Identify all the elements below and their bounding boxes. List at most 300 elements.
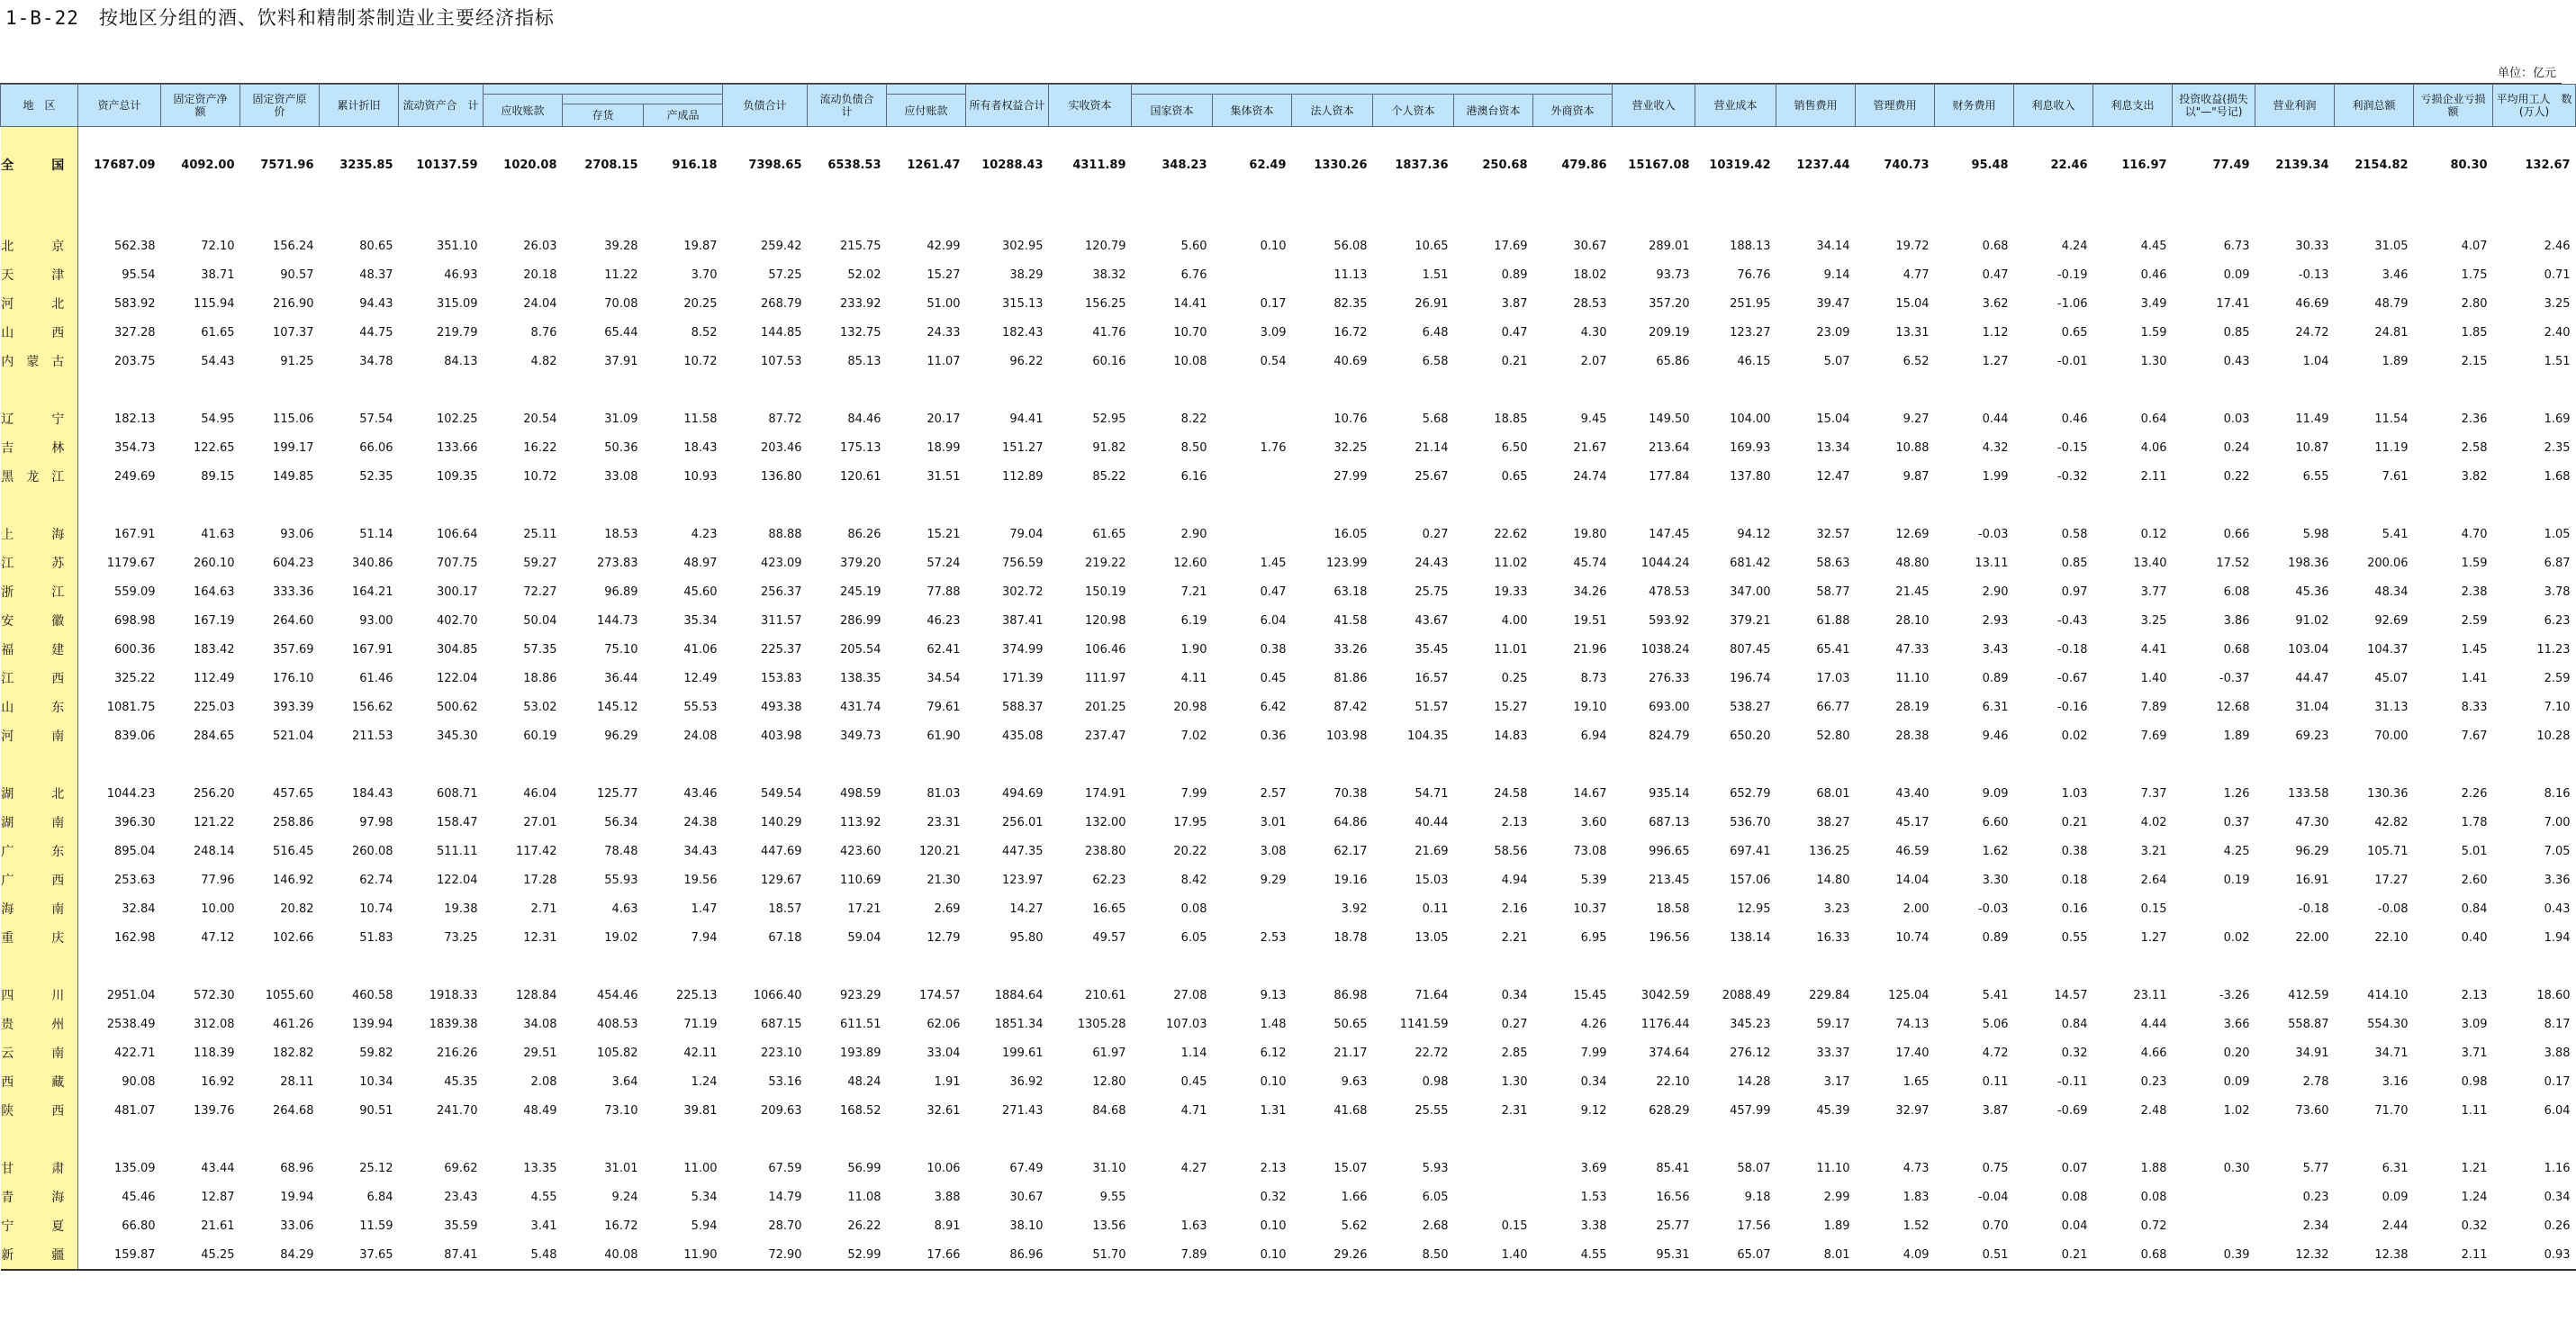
value-cell: -3.26 bbox=[2219, 988, 2250, 1002]
value-cell: 123.27 bbox=[1730, 325, 1771, 340]
value-cell: 4.82 bbox=[530, 354, 557, 368]
value-cell: 572.30 bbox=[194, 988, 235, 1002]
value-cell: 423.09 bbox=[761, 556, 802, 570]
value-cell: 23.31 bbox=[926, 815, 961, 829]
value-cell: 2.16 bbox=[1501, 902, 1528, 916]
value-cell: 38.27 bbox=[1816, 815, 1850, 829]
value-cell: 354.73 bbox=[114, 440, 156, 455]
value-cell: 12.38 bbox=[2335, 1240, 2414, 1270]
value-cell: 28.70 bbox=[768, 1219, 802, 1233]
value-cell: 4.66 bbox=[2140, 1046, 2167, 1060]
value-cell: 199.17 bbox=[273, 440, 314, 455]
value-cell: 45.36 bbox=[2295, 584, 2329, 599]
value-cell: -0.03 bbox=[1977, 527, 2009, 541]
value-cell: 52.99 bbox=[808, 1240, 887, 1270]
value-cell: 7.99 bbox=[1180, 786, 1207, 801]
value-cell: 839.06 bbox=[114, 729, 156, 743]
value-cell: 3.16 bbox=[2382, 1074, 2409, 1089]
value-cell: 593.92 bbox=[1649, 613, 1690, 628]
value-cell: 11.90 bbox=[644, 1240, 723, 1270]
value-cell: 1.88 bbox=[2140, 1161, 2167, 1175]
value-cell: 0.10 bbox=[1213, 1240, 1292, 1270]
value-cell: 59.27 bbox=[523, 556, 557, 570]
value-cell: 167.91 bbox=[114, 527, 156, 541]
value-cell: 9.09 bbox=[1982, 786, 2009, 801]
value-cell: 54.71 bbox=[1415, 786, 1449, 801]
value-cell: 69.23 bbox=[2295, 729, 2329, 743]
value-cell: 4.06 bbox=[2140, 440, 2167, 455]
header-group-assets bbox=[484, 85, 723, 95]
value-cell: 0.09 bbox=[2223, 267, 2250, 282]
value-cell: 94.43 bbox=[359, 296, 393, 311]
value-cell: 107.03 bbox=[1166, 1017, 1207, 1031]
value-cell: 6.84 bbox=[366, 1190, 393, 1204]
value-cell: 0.16 bbox=[2061, 902, 2088, 916]
value-cell: 264.60 bbox=[273, 613, 314, 628]
value-cell: 12.49 bbox=[683, 671, 718, 685]
value-cell: 1.62 bbox=[1982, 844, 2009, 858]
value-cell: 95.31 bbox=[1613, 1240, 1695, 1270]
value-cell: 149.50 bbox=[1649, 412, 1690, 426]
header-c17: 个人资本 bbox=[1373, 95, 1454, 127]
value-cell: 0.11 bbox=[1422, 902, 1449, 916]
value-cell: 2.11 bbox=[2140, 469, 2167, 484]
value-cell: 18.43 bbox=[683, 440, 718, 455]
value-cell: 20.17 bbox=[926, 412, 961, 426]
value-cell: 3.25 bbox=[2544, 296, 2571, 311]
value-cell: 25.12 bbox=[359, 1161, 393, 1175]
region-cell: 陕 西 bbox=[1, 1096, 78, 1125]
value-cell: 76.76 bbox=[1737, 267, 1771, 282]
value-cell: 604.23 bbox=[273, 556, 314, 570]
value-cell: 0.51 bbox=[1935, 1240, 2014, 1270]
value-cell: 14.57 bbox=[2054, 988, 2088, 1002]
value-cell: 14.28 bbox=[1737, 1074, 1771, 1089]
value-cell: 177.84 bbox=[1649, 469, 1690, 484]
value-cell: 2.68 bbox=[1422, 1219, 1449, 1233]
value-cell: 62.74 bbox=[359, 873, 393, 887]
value-cell: 4.26 bbox=[1580, 1017, 1607, 1031]
value-cell: 12.60 bbox=[1173, 556, 1207, 570]
value-cell: 61.46 bbox=[359, 671, 393, 685]
value-cell: 4.24 bbox=[2061, 239, 2088, 253]
value-cell: 14.67 bbox=[1573, 786, 1607, 801]
value-cell: 3.82 bbox=[2461, 469, 2488, 484]
region-cell: 湖 南 bbox=[1, 808, 78, 837]
value-cell: 588.37 bbox=[1002, 700, 1044, 714]
value-cell: 1.59 bbox=[2140, 325, 2167, 340]
value-cell: 25.67 bbox=[1415, 469, 1449, 484]
value-cell: 105.71 bbox=[2367, 844, 2409, 858]
value-cell: 1.11 bbox=[2461, 1103, 2488, 1118]
value-cell: 286.99 bbox=[840, 613, 881, 628]
value-cell: 17.40 bbox=[1895, 1046, 1930, 1060]
value-cell: 77.88 bbox=[926, 584, 961, 599]
value-cell: 3.88 bbox=[934, 1190, 961, 1204]
value-cell: 104.37 bbox=[2367, 642, 2409, 657]
value-cell: 46.69 bbox=[2295, 296, 2329, 311]
value-cell: 28.11 bbox=[280, 1074, 314, 1089]
value-cell: 36.44 bbox=[604, 671, 638, 685]
value-cell: 213.64 bbox=[1649, 440, 1690, 455]
value-cell: 333.36 bbox=[273, 584, 314, 599]
value-cell: 6.52 bbox=[1903, 354, 1930, 368]
spacer-cell bbox=[1, 203, 78, 231]
value-cell: 24.72 bbox=[2295, 325, 2329, 340]
value-cell: 89.15 bbox=[201, 469, 235, 484]
spacer-row bbox=[1, 1125, 2576, 1154]
value-cell: -0.13 bbox=[2298, 267, 2329, 282]
value-cell: 7.00 bbox=[2544, 815, 2571, 829]
value-cell: 478.53 bbox=[1649, 584, 1690, 599]
value-cell: 0.08 bbox=[2061, 1190, 2088, 1204]
value-cell: 2.13 bbox=[1501, 815, 1528, 829]
value-cell: 145.12 bbox=[597, 700, 638, 714]
value-cell: 3.09 bbox=[2461, 1017, 2488, 1031]
value-cell: 12.32 bbox=[2255, 1240, 2335, 1270]
value-cell: 24.38 bbox=[683, 815, 718, 829]
value-cell: 35.59 bbox=[444, 1219, 478, 1233]
value-cell: 457.65 bbox=[273, 786, 314, 801]
value-cell: 94.12 bbox=[1737, 527, 1771, 541]
value-cell: 9.18 bbox=[1744, 1190, 1771, 1204]
value-cell: 1.94 bbox=[2544, 930, 2571, 945]
value-cell: 1055.60 bbox=[265, 988, 314, 1002]
value-cell: 106.46 bbox=[1085, 642, 1126, 657]
value-cell: 51.14 bbox=[359, 527, 393, 541]
value-cell: 1305.28 bbox=[1077, 1017, 1126, 1031]
value-cell: 10.06 bbox=[926, 1161, 961, 1175]
value-cell: 1.45 bbox=[2461, 642, 2488, 657]
value-cell: 51.70 bbox=[1049, 1240, 1132, 1270]
value-cell: 97.98 bbox=[359, 815, 393, 829]
value-cell: 249.69 bbox=[114, 469, 156, 484]
value-cell bbox=[1213, 894, 1292, 923]
value-cell: 175.13 bbox=[840, 440, 881, 455]
value-cell: 67.18 bbox=[768, 930, 802, 945]
value-cell: 4.45 bbox=[2140, 239, 2167, 253]
value-cell: 121.22 bbox=[194, 815, 235, 829]
value-cell: 0.39 bbox=[2173, 1240, 2255, 1270]
value-cell: 27.01 bbox=[523, 815, 557, 829]
value-cell: 107.37 bbox=[273, 325, 314, 340]
value-cell: 115.06 bbox=[273, 412, 314, 426]
value-cell: 90.51 bbox=[359, 1103, 393, 1118]
value-cell: 1141.59 bbox=[1399, 1017, 1449, 1031]
spacer-row bbox=[1, 376, 2576, 404]
value-cell: 500.62 bbox=[437, 700, 478, 714]
value-cell: 17.27 bbox=[2374, 873, 2409, 887]
value-cell: 57.25 bbox=[768, 267, 802, 282]
table-row bbox=[1, 462, 2576, 491]
value-cell: 86.98 bbox=[1333, 988, 1368, 1002]
value-cell: 16.05 bbox=[1333, 527, 1368, 541]
value-cell: 78.48 bbox=[604, 844, 638, 858]
value-cell: 27.08 bbox=[1173, 988, 1207, 1002]
value-cell: 1.85 bbox=[2461, 325, 2488, 340]
value-cell: 31.10 bbox=[1092, 1161, 1126, 1175]
value-cell: 0.36 bbox=[1260, 729, 1287, 743]
value-cell: 17.03 bbox=[1816, 671, 1850, 685]
value-cell: 21.30 bbox=[926, 873, 961, 887]
value-cell: 28.53 bbox=[1573, 296, 1607, 311]
value-cell: 302.95 bbox=[1002, 239, 1044, 253]
value-cell: 151.27 bbox=[1002, 440, 1044, 455]
value-cell: 159.87 bbox=[78, 1240, 161, 1270]
table-row bbox=[1, 231, 2576, 260]
value-cell: 156.62 bbox=[352, 700, 393, 714]
value-cell: 17.66 bbox=[887, 1240, 966, 1270]
value-cell: 494.69 bbox=[1002, 786, 1044, 801]
value-cell: 52.80 bbox=[1816, 729, 1850, 743]
value-cell: 46.59 bbox=[1895, 844, 1930, 858]
value-cell: 109.35 bbox=[437, 469, 478, 484]
value-cell: 9.87 bbox=[1903, 469, 1930, 484]
value-cell: 55.53 bbox=[683, 700, 718, 714]
value-cell: 5.68 bbox=[1422, 412, 1449, 426]
value-cell bbox=[2173, 1211, 2255, 1240]
value-cell: 91.02 bbox=[2295, 613, 2329, 628]
value-cell: 14.27 bbox=[1009, 902, 1044, 916]
value-cell: 0.07 bbox=[2061, 1161, 2088, 1175]
value-cell: 112.49 bbox=[194, 671, 235, 685]
value-cell: 2.59 bbox=[2461, 613, 2488, 628]
value-cell: 0.98 bbox=[1422, 1074, 1449, 1089]
value-cell: 28.10 bbox=[1895, 613, 1930, 628]
value-cell: 5.98 bbox=[2302, 527, 2329, 541]
header-c3: 固定资产原 价 bbox=[240, 85, 320, 127]
value-cell bbox=[1213, 520, 1292, 548]
value-cell: 56.34 bbox=[604, 815, 638, 829]
value-cell: 120.98 bbox=[1085, 613, 1126, 628]
value-cell: 28.38 bbox=[1895, 729, 1930, 743]
value-cell: 30.67 bbox=[1009, 1190, 1044, 1204]
region-cell: 云 南 bbox=[1, 1038, 78, 1067]
value-cell: 6.58 bbox=[1422, 354, 1449, 368]
value-cell: 6.05 bbox=[1180, 930, 1207, 945]
value-cell: 144.73 bbox=[597, 613, 638, 628]
value-cell: 45.46 bbox=[122, 1190, 156, 1204]
value-cell: 1.99 bbox=[1982, 469, 2009, 484]
value-cell bbox=[1454, 1182, 1533, 1211]
value-cell: 44.75 bbox=[359, 325, 393, 340]
value-cell: 48.24 bbox=[847, 1074, 881, 1089]
value-cell: 41.68 bbox=[1333, 1103, 1368, 1118]
value-cell: 6.50 bbox=[1501, 440, 1528, 455]
value-cell: 79.61 bbox=[926, 700, 961, 714]
value-cell: 16.92 bbox=[201, 1074, 235, 1089]
value-cell: 0.12 bbox=[2140, 527, 2167, 541]
value-cell: 2.90 bbox=[1180, 527, 1207, 541]
value-cell: 130.36 bbox=[2367, 786, 2409, 801]
value-cell: 2.60 bbox=[2461, 873, 2488, 887]
value-cell: 554.30 bbox=[2367, 1017, 2409, 1031]
value-cell: 81.86 bbox=[1333, 671, 1368, 685]
region-cell: 湖 北 bbox=[1, 779, 78, 808]
value-cell: 49.57 bbox=[1092, 930, 1126, 945]
value-cell: 133.66 bbox=[437, 440, 478, 455]
value-cell: 43.67 bbox=[1415, 613, 1449, 628]
value-cell: 347.00 bbox=[1730, 584, 1771, 599]
value-cell: 11.01 bbox=[1494, 642, 1528, 657]
value-cell: 176.10 bbox=[273, 671, 314, 685]
value-cell: 22.46 bbox=[2050, 158, 2088, 172]
value-cell: 223.10 bbox=[761, 1046, 802, 1060]
value-cell: 3.86 bbox=[2223, 613, 2250, 628]
value-cell: 5.62 bbox=[1341, 1219, 1368, 1233]
value-cell: 12.31 bbox=[523, 930, 557, 945]
table-row bbox=[1, 779, 2576, 808]
value-cell: 48.79 bbox=[2374, 296, 2409, 311]
value-cell: 2.26 bbox=[2461, 786, 2488, 801]
value-cell: 11.49 bbox=[2295, 412, 2329, 426]
value-cell: 51.57 bbox=[1415, 700, 1449, 714]
value-cell: 87.72 bbox=[768, 412, 802, 426]
value-cell: 157.06 bbox=[1730, 873, 1771, 887]
value-cell: 86.96 bbox=[966, 1240, 1049, 1270]
value-cell: 52.02 bbox=[847, 267, 881, 282]
header-c26: 利息支出 bbox=[2093, 85, 2173, 127]
value-cell: 77.96 bbox=[201, 873, 235, 887]
value-cell: 1179.67 bbox=[106, 556, 156, 570]
value-cell: 357.20 bbox=[1649, 296, 1690, 311]
value-cell: 17.69 bbox=[1494, 239, 1528, 253]
header-region: 地 区 bbox=[1, 85, 78, 127]
region-cell: 上 海 bbox=[1, 520, 78, 548]
value-cell: 302.72 bbox=[1002, 584, 1044, 599]
value-cell: 81.03 bbox=[926, 786, 961, 801]
value-cell: 4.70 bbox=[2461, 527, 2488, 541]
value-cell: 139.94 bbox=[352, 1017, 393, 1031]
header-c27: 投资收益(损失以"—"号记) bbox=[2173, 85, 2255, 127]
value-cell: 3.46 bbox=[2382, 267, 2409, 282]
value-cell: 46.15 bbox=[1737, 354, 1771, 368]
value-cell bbox=[1132, 1182, 1213, 1211]
value-cell: 6.08 bbox=[2223, 584, 2250, 599]
value-cell: 0.18 bbox=[2061, 873, 2088, 887]
value-cell: 11.22 bbox=[604, 267, 638, 282]
value-cell: 3.88 bbox=[2544, 1046, 2571, 1060]
value-cell: 9.45 bbox=[1580, 412, 1607, 426]
value-cell: 71.70 bbox=[2374, 1103, 2409, 1118]
value-cell bbox=[1213, 462, 1292, 491]
table-row bbox=[1, 127, 2576, 204]
value-cell: 21.69 bbox=[1415, 844, 1449, 858]
value-cell: 10.34 bbox=[359, 1074, 393, 1089]
value-cell: 40.08 bbox=[563, 1240, 644, 1270]
value-cell: 1.63 bbox=[1180, 1219, 1207, 1233]
value-cell: 0.17 bbox=[1260, 296, 1287, 311]
header-c23: 管理费用 bbox=[1856, 85, 1935, 127]
value-cell: 0.21 bbox=[2014, 1240, 2093, 1270]
table-row bbox=[1, 1038, 2576, 1067]
value-cell: 0.64 bbox=[2140, 412, 2167, 426]
table-row bbox=[1, 1211, 2576, 1240]
value-cell: 650.20 bbox=[1730, 729, 1771, 743]
value-cell: 216.26 bbox=[437, 1046, 478, 1060]
value-cell: 26.03 bbox=[523, 239, 557, 253]
value-cell: 6.31 bbox=[2382, 1161, 2409, 1175]
value-cell: -0.19 bbox=[2056, 267, 2088, 282]
value-cell: 9.63 bbox=[1341, 1074, 1368, 1089]
value-cell: 481.07 bbox=[114, 1103, 156, 1118]
value-cell: 6.95 bbox=[1580, 930, 1607, 945]
value-cell: 357.69 bbox=[273, 642, 314, 657]
value-cell: 345.30 bbox=[437, 729, 478, 743]
value-cell: 25.55 bbox=[1415, 1103, 1449, 1118]
value-cell: 1038.24 bbox=[1641, 642, 1690, 657]
value-cell: 511.11 bbox=[437, 844, 478, 858]
value-cell: 611.51 bbox=[840, 1017, 881, 1031]
table-row bbox=[1, 808, 2576, 837]
value-cell: 9.24 bbox=[611, 1190, 638, 1204]
value-cell: 2.15 bbox=[2461, 354, 2488, 368]
value-cell: 0.32 bbox=[2061, 1046, 2088, 1060]
value-cell: 15167.08 bbox=[1628, 158, 1690, 172]
value-cell: 11.54 bbox=[2374, 412, 2409, 426]
value-cell: 2.08 bbox=[530, 1074, 557, 1089]
value-cell: 11.00 bbox=[683, 1161, 718, 1175]
value-cell: 304.85 bbox=[437, 642, 478, 657]
value-cell: 1.40 bbox=[1454, 1240, 1533, 1270]
value-cell: 122.65 bbox=[194, 440, 235, 455]
value-cell: 2.78 bbox=[2302, 1074, 2329, 1089]
value-cell: 2.99 bbox=[1823, 1190, 1850, 1204]
value-cell: 7.05 bbox=[2544, 844, 2571, 858]
value-cell: 55.93 bbox=[604, 873, 638, 887]
value-cell: 0.58 bbox=[2061, 527, 2088, 541]
header-c15: 集体资本 bbox=[1213, 95, 1292, 127]
spacer-row bbox=[1, 203, 2576, 231]
value-cell: 1.41 bbox=[2461, 671, 2488, 685]
value-cell: 45.39 bbox=[1816, 1103, 1850, 1118]
value-cell: 25.11 bbox=[523, 527, 557, 541]
value-cell: 258.86 bbox=[273, 815, 314, 829]
value-cell: 608.71 bbox=[437, 786, 478, 801]
value-cell: 10.65 bbox=[1415, 239, 1449, 253]
value-cell: 50.65 bbox=[1333, 1017, 1368, 1031]
value-cell: 0.43 bbox=[2544, 902, 2571, 916]
value-cell: 62.17 bbox=[1333, 844, 1368, 858]
value-cell: 34.78 bbox=[359, 354, 393, 368]
value-cell: 2.85 bbox=[1501, 1046, 1528, 1060]
value-cell: 70.00 bbox=[2374, 729, 2409, 743]
value-cell: 116.97 bbox=[2121, 158, 2167, 172]
value-cell: 460.58 bbox=[352, 988, 393, 1002]
value-cell: 6.94 bbox=[1580, 729, 1607, 743]
value-cell: 6.48 bbox=[1422, 325, 1449, 340]
header-group-inventory bbox=[563, 95, 723, 104]
region-cell: 青 海 bbox=[1, 1182, 78, 1211]
value-cell: 90.08 bbox=[122, 1074, 156, 1089]
value-cell: 0.84 bbox=[2061, 1017, 2088, 1031]
value-cell: 6.60 bbox=[1982, 815, 2009, 829]
value-cell: 1.26 bbox=[2223, 786, 2250, 801]
value-cell: 46.04 bbox=[523, 786, 557, 801]
value-cell: 422.71 bbox=[114, 1046, 156, 1060]
value-cell: 15.45 bbox=[1573, 988, 1607, 1002]
value-cell: 516.45 bbox=[273, 844, 314, 858]
value-cell: 30.67 bbox=[1573, 239, 1607, 253]
header-c29: 利润总额 bbox=[2335, 85, 2414, 127]
value-cell: 94.41 bbox=[1009, 412, 1044, 426]
value-cell: 12.95 bbox=[1737, 902, 1771, 916]
region-cell: 山 东 bbox=[1, 693, 78, 721]
value-cell: 6.31 bbox=[1982, 700, 2009, 714]
value-cell: 559.09 bbox=[114, 584, 156, 599]
value-cell: 63.18 bbox=[1333, 584, 1368, 599]
value-cell: 9.29 bbox=[1260, 873, 1287, 887]
